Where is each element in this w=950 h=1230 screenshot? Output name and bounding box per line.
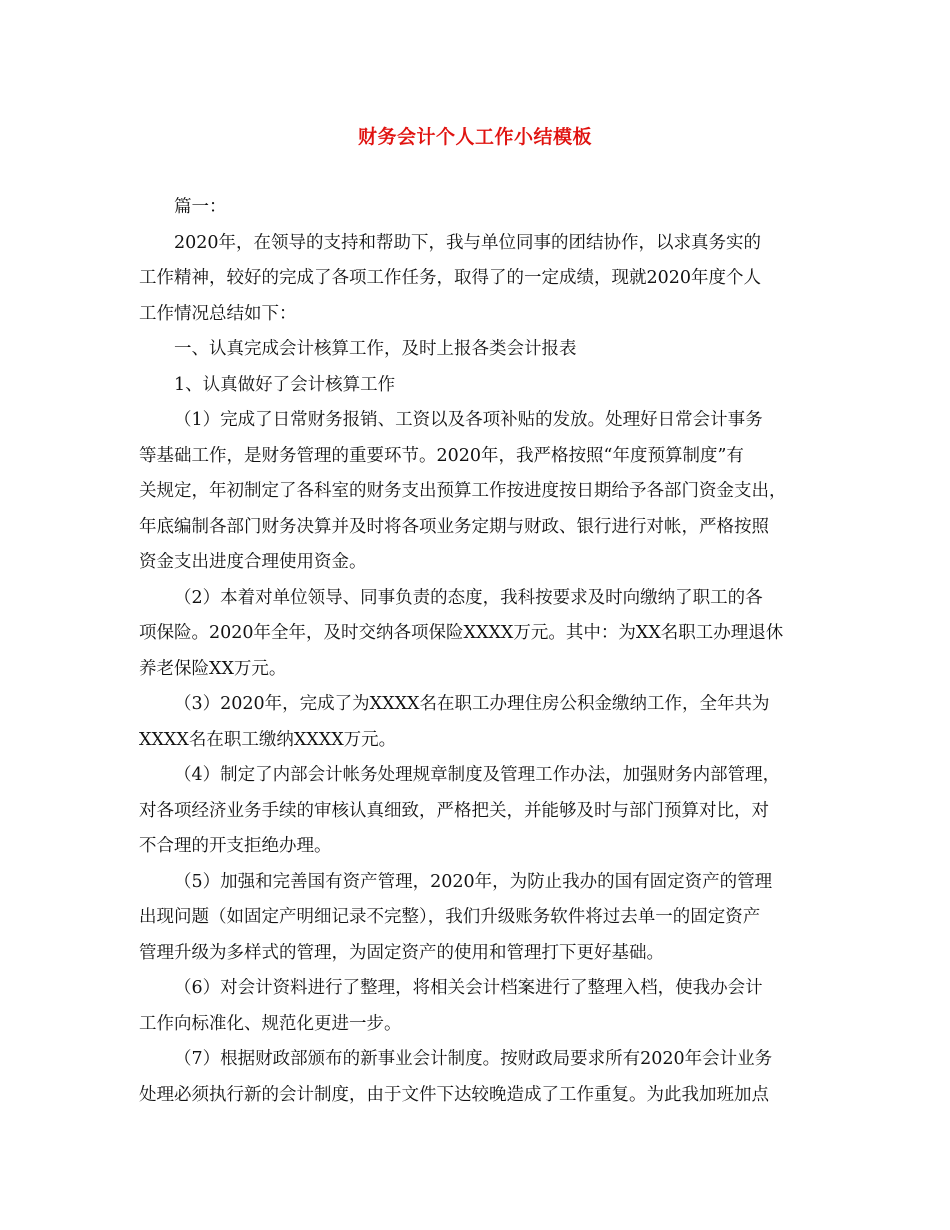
paragraph-heading-1: 一、认真完成会计核算工作，及时上报各类会计报表 <box>174 339 577 359</box>
document-title: 财务会计个人工作小结模板 <box>357 126 592 148</box>
paragraph-item-1: （1）完成了日常财务报销、工资以及各项补贴的发放。处理好日常会计事务 等基础工作，是财务管理的重要环节。2020年，我严格按照“年度预算制度”有 关规定，年初制定了各科室的财务支出预算工作按进度按日期给予各部门资金支出， 年底编制各部门财务决算并及时将各项业务定期与财政、银行进行对帐，严格按照 资金支出进度合理使用资金。 <box>139 410 787 572</box>
paragraph-item-7: （7）根据财政部颁布的新事业会计制度。按财政局要求所有2020年会计业务 处理必须执行新的会计制度，由于文件下达较晚造成了工作重复。为此我加班加点 <box>139 1049 773 1105</box>
paragraph-item-2: （2）本着对单位领导、同事负责的态度，我科按要求及时向缴纳了职工的各 项保险。2020年全年，及时交纳各项保险XXXX万元。其中：为XX名职工办理退休 养老保险XX万元。 <box>139 587 784 679</box>
paragraph-item-4: （4）制定了内部会计帐务处理规章制度及管理工作办法，加强财务内部管理， 对各项经济业务手续的审核认真细致，严格把关，并能够及时与部门预算对比，对 不合理的开支拒绝办理。 <box>139 765 781 856</box>
paragraph-item-5: （5）加强和完善国有资产管理，2020年，为防止我办的国有固定资产的管理 出现问题（如固定产明细记录不完整），我们升级账务软件将过去单一的固定资产 管理升级为多样式的管理，为固定资产的使用和管理打下更好基础。 <box>139 871 773 963</box>
paragraph-subheading-1: 1、认真做好了会计核算工作 <box>174 374 396 395</box>
paragraph-section-label: 篇一： <box>174 197 227 217</box>
paragraph-item-3: （3）2020年，完成了为XXXX名在职工办理住房公积金缴纳工作，全年共为 XXXX名在职工缴纳XXXX万元。 <box>139 694 770 750</box>
paragraph-intro: 2020年，在领导的支持和帮助下，我与单位同事的团结协作，以求真务实的 工作精神，较好的完成了各项工作任务，取得了的一定成绩，现就2020年度个人 工作情况总结如下： <box>139 232 762 324</box>
paragraph-item-6: （6）对会计资料进行了整理，将相关会计档案进行了整理入档，使我办会计 工作向标准化、规范化更进一步。 <box>139 978 763 1034</box>
document-body <box>139 190 817 1113</box>
